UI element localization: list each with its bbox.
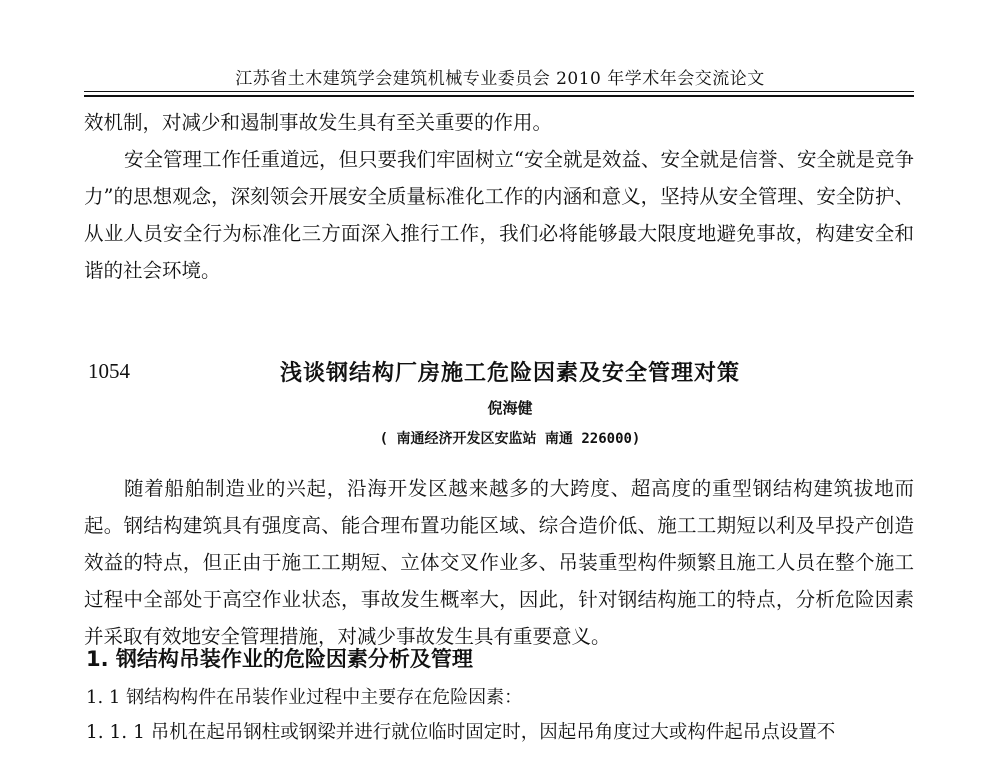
previous-paper-closing-paragraph: 安全管理工作任重道远，但只要我们牢固树立“安全就是效益、安全就是信誉、安全就是竞争力”的思想观念，深刻领会开展安全质量标准化工作的内涵和意义，坚持从安全管理、安全防护、从业人员安全行为标准化三方面深入推行工作，我们必将能够最大限度地避免事故，构建安全和谐的社会环境。 [84, 148, 914, 282]
section-heading-1: 1. 钢结构吊装作业的危险因素分析及管理 [86, 647, 473, 671]
header-rule-thick [84, 95, 914, 97]
running-header: 江苏省土木建筑学会建筑机械专业委员会 2010 年学术年会交流论文 [235, 69, 765, 89]
paper-intro-paragraph: 随着船舶制造业的兴起，沿海开发区越来越多的大跨度、超高度的重型钢结构建筑拔地而起。钢结构建筑具有强度高、能合理布置功能区域、综合造价低、施工工期短以利及早投产创造效益的特点，但正由于施工工期短、立体交叉作业多、吊装重型构件频繁且施工人员在整个施工过程中全部处于高空作业状态，事故发生概率大，因此，针对钢结构施工的特点，分析危险因素并采取有效地安全管理措施，对减少事故发生具有重要意义。 [84, 477, 914, 648]
section-heading-1-1: 1. 1 钢结构构件在吊装作业过程中主要存在危险因素： [86, 687, 523, 708]
previous-paper-continuation: 效机制，对减少和遏制事故发生具有至关重要的作用。 [84, 111, 553, 134]
header-rule-thin [84, 91, 914, 92]
section-text-1-1-1: 1. 1. 1 吊机在起吊钢柱或钢梁并进行就位临时固定时，因起吊角度过大或构件起吊点设置不 [86, 722, 836, 743]
paper-author: 倪海健 [487, 399, 533, 417]
paper-title: 浅谈钢结构厂房施工危险因素及安全管理对策 [279, 361, 740, 386]
paper-number: 1054 [88, 359, 130, 383]
paper-affiliation: ( 南通经济开发区安监站 南通 226000) [379, 431, 641, 447]
